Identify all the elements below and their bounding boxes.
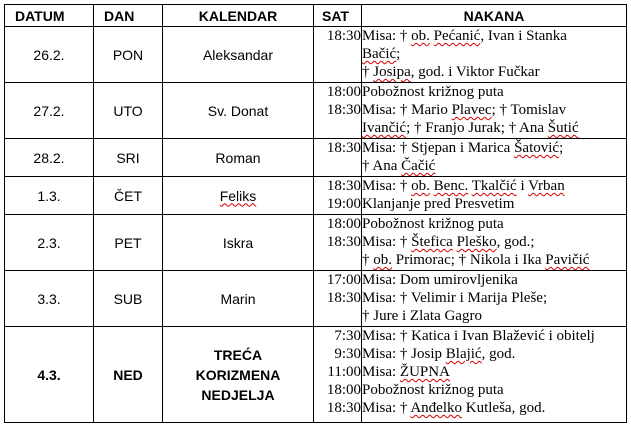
text-segment: Misa: † <box>362 234 412 250</box>
header-nakana: NAKANA <box>362 5 627 27</box>
cell-dan: SRI <box>94 139 163 177</box>
text-segment: † Ana <box>362 158 402 174</box>
spellcheck-word: Blajić <box>445 346 482 362</box>
intention-line <box>362 83 626 101</box>
intention-line <box>362 233 626 251</box>
kalendar-line: Aleksandar <box>202 46 274 63</box>
kalendar-line: Sv. Donat <box>207 102 269 119</box>
table-header <box>5 5 627 27</box>
intention-line <box>362 119 626 137</box>
intention-line <box>362 271 626 289</box>
spellcheck-word: Anđelko <box>410 400 463 416</box>
cell-nakana <box>362 271 627 327</box>
spellcheck-word: Pavičić <box>545 252 590 268</box>
intention-line <box>362 177 626 195</box>
cell-datum: 26.2. <box>5 27 94 83</box>
kalendar-line: TREĆA <box>213 346 263 363</box>
text-segment: ; <box>559 140 564 156</box>
cell-nakana <box>362 27 627 83</box>
intention-line <box>362 27 626 45</box>
cell-datum: 1.3. <box>5 177 94 215</box>
time-line: 11:00 <box>327 364 361 380</box>
table-row <box>5 83 627 139</box>
text-segment: , god. i Viktor Fučkar <box>410 64 540 80</box>
text-segment: † <box>362 64 374 80</box>
cell-sat <box>314 139 362 177</box>
text-segment: Kutleša, god. <box>462 400 546 416</box>
cell-dan: SUB <box>94 271 163 327</box>
table-row <box>5 327 627 423</box>
cell-datum: 2.3. <box>5 215 94 271</box>
text-segment: Klanjanje pred Presvetim <box>362 196 515 212</box>
header-kalendar: KALENDAR <box>163 5 314 27</box>
cell-kalendar <box>163 83 314 139</box>
intention-line <box>362 381 626 399</box>
cell-dan: PON <box>94 27 163 83</box>
table-row <box>5 177 627 215</box>
spellcheck-word: Pleško <box>456 234 497 250</box>
cell-datum: 3.3. <box>5 271 94 327</box>
cell-dan: PET <box>94 215 163 271</box>
time-line: 18:00 <box>326 382 361 398</box>
text-segment: i <box>516 178 529 194</box>
text-segment: † Jure i Zlata Gagro <box>362 308 482 324</box>
header-row <box>5 5 627 27</box>
table-body <box>5 27 627 423</box>
kalendar-line: Marin <box>220 290 256 307</box>
spellcheck-word: Bačić <box>362 46 397 62</box>
time-line: 9:30 <box>334 346 361 362</box>
text-segment: Misa: † <box>362 28 412 44</box>
text-segment: Pobožnost križnog puta <box>362 84 504 100</box>
intention-line <box>362 363 626 381</box>
cell-sat <box>314 177 362 215</box>
time-line: 18:30 <box>326 102 361 118</box>
spellcheck-word: Tkalčić <box>471 178 517 194</box>
intention-line <box>362 139 626 157</box>
time-line: 18:30 <box>326 28 361 44</box>
text-segment: Misa: † Josip <box>362 346 446 362</box>
text-segment: Primorac; † Nikola i Ika <box>392 252 546 268</box>
cell-dan: ČET <box>94 177 163 215</box>
text-segment: , god. <box>481 346 516 362</box>
cell-kalendar <box>163 215 314 271</box>
intention-line <box>362 289 626 307</box>
intention-line <box>362 63 626 81</box>
text-segment: Misa: † Velimir i Marija Pleše; <box>362 290 548 306</box>
mass-schedule-table <box>4 4 627 423</box>
text-segment: , Ivan i Stanka <box>480 28 567 44</box>
spellcheck-word: Ivančić <box>362 120 407 136</box>
cell-nakana <box>362 215 627 271</box>
cell-kalendar <box>163 327 314 423</box>
spellcheck-word: ob. <box>411 28 430 44</box>
text-segment: Pobožnost križnog puta <box>362 382 504 398</box>
intention-line <box>362 101 626 119</box>
text-segment: † <box>362 252 374 268</box>
text-segment: ; † Tomislav <box>491 102 567 118</box>
time-line: 18:30 <box>326 178 361 194</box>
kalendar-line: Feliks <box>219 187 257 204</box>
time-line: 18:30 <box>326 234 361 250</box>
time-line: 18:30 <box>326 400 361 416</box>
cell-kalendar <box>163 139 314 177</box>
text-segment: , god.; <box>496 234 535 250</box>
header-dan: DAN <box>94 5 163 27</box>
cell-kalendar <box>163 177 314 215</box>
text-segment: Misa: † Stjepan i Marica <box>362 140 515 156</box>
table-row <box>5 271 627 327</box>
cell-sat <box>314 215 362 271</box>
cell-kalendar <box>163 27 314 83</box>
text-segment: ; <box>396 46 401 62</box>
cell-datum: 27.2. <box>5 83 94 139</box>
text-segment: ; † Franjo Jurak; † Ana <box>406 120 548 136</box>
spellcheck-word: Josipa <box>373 64 411 80</box>
spellcheck-word: Benc. <box>433 178 469 194</box>
cell-kalendar <box>163 271 314 327</box>
spellcheck-word: Pećanić <box>433 28 481 44</box>
text-segment: Misa: † <box>362 400 411 416</box>
intention-line <box>362 307 626 325</box>
spellcheck-word: Vrban <box>528 178 565 194</box>
spellcheck-word: ŽUPNA <box>399 364 450 380</box>
time-line: 19:00 <box>326 196 361 212</box>
intention-line <box>362 157 626 175</box>
kalendar-line: NEDJELJA <box>201 386 275 403</box>
text-segment: Misa: † Mario <box>362 102 452 118</box>
cell-nakana <box>362 139 627 177</box>
intention-line <box>362 195 626 213</box>
intention-line <box>362 251 626 269</box>
text-segment: Pobožnost križnog puta <box>362 216 504 232</box>
time-line: 7:30 <box>334 328 361 344</box>
text-segment: Misa: † <box>362 178 412 194</box>
intention-line <box>362 327 626 345</box>
cell-nakana <box>362 327 627 423</box>
time-line: 18:00 <box>326 216 361 232</box>
cell-datum: 4.3. <box>5 327 94 423</box>
spellcheck-word: Čačić <box>401 158 436 174</box>
header-sat: SAT <box>314 5 362 27</box>
spellcheck-word: Štefica <box>411 234 453 250</box>
time-line: 18:00 <box>326 84 361 100</box>
cell-dan: UTO <box>94 83 163 139</box>
cell-sat <box>314 27 362 83</box>
table-row <box>5 215 627 271</box>
cell-datum: 28.2. <box>5 139 94 177</box>
table-row <box>5 27 627 83</box>
cell-sat <box>314 83 362 139</box>
spellcheck-word: Šatović <box>514 140 560 156</box>
time-line: 18:30 <box>326 140 361 156</box>
table-row <box>5 139 627 177</box>
kalendar-line: Roman <box>215 149 261 166</box>
cell-sat <box>314 327 362 423</box>
kalendar-line: Iskra <box>222 234 254 251</box>
cell-dan: NED <box>94 327 163 423</box>
spellcheck-word: Plavec <box>451 102 492 118</box>
intention-line <box>362 215 626 233</box>
kalendar-line: KORIZMENA <box>195 366 281 383</box>
spellcheck-word: ob. <box>411 178 430 194</box>
spellcheck-word: ob. <box>373 252 392 268</box>
header-datum: DATUM <box>5 5 94 27</box>
time-line: 17:00 <box>326 272 361 288</box>
cell-nakana <box>362 177 627 215</box>
text-segment: Misa: <box>362 364 400 380</box>
spellcheck-word: Šutić <box>547 120 579 136</box>
text-segment: Misa: Dom umirovljenika <box>362 272 518 288</box>
cell-nakana <box>362 83 627 139</box>
intention-line <box>362 399 626 417</box>
cell-sat <box>314 271 362 327</box>
intention-line <box>362 345 626 363</box>
text-segment: Misa: † Katica i Ivan Blažević i obitelj <box>362 328 595 344</box>
intention-line <box>362 45 626 63</box>
time-line: 18:30 <box>326 290 361 306</box>
